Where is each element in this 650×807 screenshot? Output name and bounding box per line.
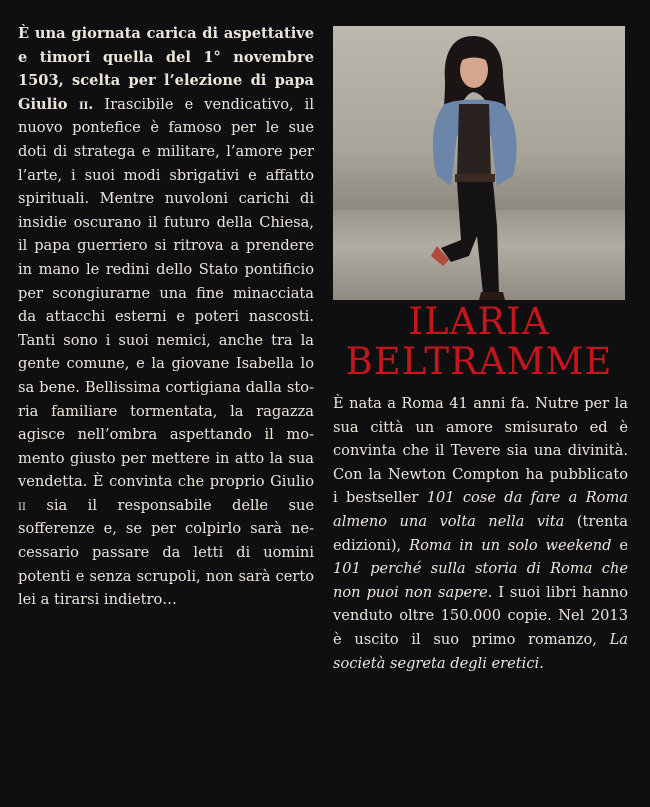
synopsis-body-1: Irascibile e vendicativo, il nuovo pontefice è famoso per le sue doti di stratega e militare, l’amore per l’arte, i suoi modi sbrigativi e affatto spirituali. Mentre nuvoloni carichi di insidie oscurano il futuro della Chiesa, il papa guerriero si ritrova a prendere in mano le redini dello Stato pontificio per scongiurarne una fine minacciata da attacchi esterni e poteri nascosti. Tanti sono i suoi nemici, anche tra la gente comune, e la giovane Isabella lo sa bene. Bellissima cortigiana dalla storia familiare tormentata, la ragazza agisce nell’ombra aspettando il momento giusto per mettere in atto la sua vendetta. È convinta che proprio Giulio (18, 95, 314, 491)
synopsis-body-2: sia il responsabile delle sue sofferenze e, se per colpirlo sarà necessario passare da letti di uomini potenti e senza scrupoli, non sarà certo lei a tirarsi indietro… (18, 496, 314, 609)
synopsis-lead-numeral: ii (78, 95, 89, 113)
synopsis-lead-end: . (88, 95, 94, 113)
author-name-last: BELTRAMME (345, 340, 613, 383)
bio-title-2: Roma in un solo weekend (409, 536, 612, 554)
author-photo (333, 26, 625, 300)
synopsis-text (18, 22, 314, 612)
bio-text-1: È nata a Roma 41 anni fa. Nutre per la sua città un amore smisurato ed è convinta che il Tevere sia una divinità. Con la Newton Compton ha pubblicato i bestseller (333, 395, 628, 507)
bio-text-4: . I suoi libri hanno venduto oltre 150.000 copie. Nel 2013 è uscito il suo primo romanzo, (333, 583, 628, 648)
author-name-first: ILARIA (408, 300, 550, 343)
bio-text-5: . (539, 654, 544, 672)
bio-title-1: 101 cose da fare a Roma almeno una volta nella vita (333, 489, 628, 530)
author-name (333, 302, 625, 382)
bio-title-4: La società segreta degli eretici (333, 630, 628, 672)
synopsis-lead-text: È una giornata carica di aspettative e timori quella del 1° novembre 1503, scelta per l’elezione di papa Giulio (18, 25, 314, 113)
synopsis-body-numeral: ii (18, 496, 26, 514)
author-figure (333, 26, 625, 300)
author-bio (333, 392, 628, 675)
bio-text-3: e (611, 536, 629, 554)
bio-title-3: 101 perché sulla storia di Roma che non puoi non sapere (333, 560, 628, 601)
bio-text-2: (trenta edizioni), (333, 512, 628, 554)
